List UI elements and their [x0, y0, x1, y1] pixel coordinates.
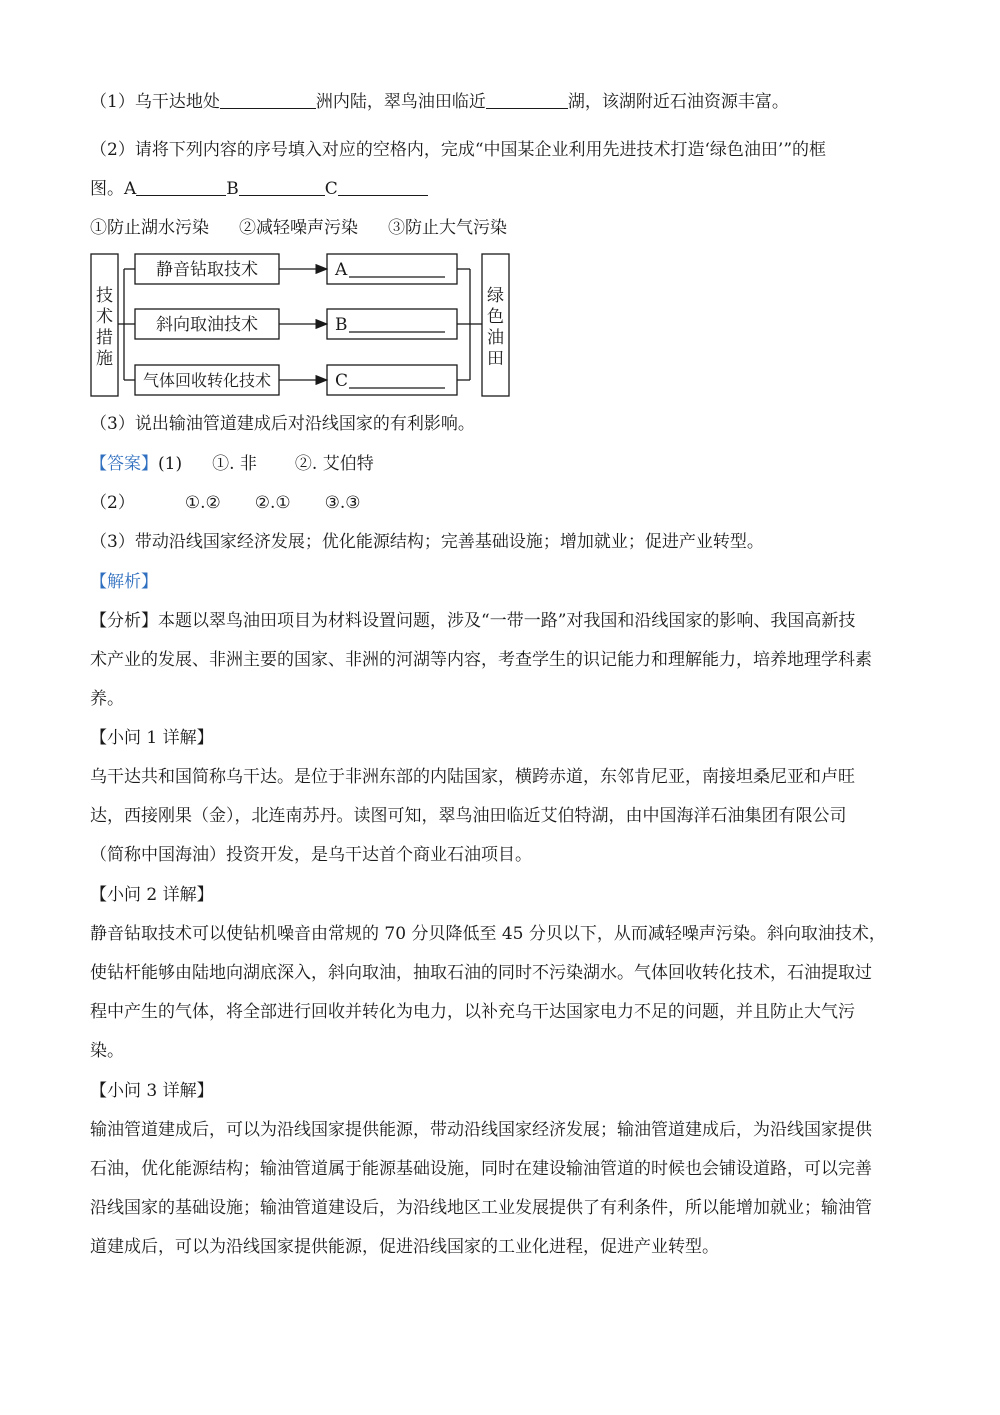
option-2: ②减轻噪声污染 [239, 218, 358, 238]
option-3: ③防止大气污染 [388, 218, 507, 238]
subquestion-2-text: 静音钻取技术可以使钻机噪音由常规的 70 分贝降低至 45 分贝以下，从而减轻噪声污染。斜向取油技术， [90, 924, 886, 944]
left-label-char: 技 [96, 286, 113, 306]
left-label-char: 施 [96, 349, 113, 369]
answer-2-index-3: ③ [324, 493, 340, 513]
subquestion-3-title: 【小问 3 详解】 [90, 1081, 214, 1101]
right-label-char: 油 [487, 328, 504, 348]
q2-label-a: A [124, 179, 137, 199]
q2-label-c: C [324, 179, 338, 199]
answer-1-value-1: . 非 [229, 454, 257, 474]
option-1: ①防止湖水污染 [90, 218, 209, 238]
subquestion-3-text: 道建成后，可以为沿线国家提供能源，促进沿线国家的工业化进程，促进产业转型。 [90, 1237, 719, 1257]
output-b-label: B [335, 315, 348, 335]
output-c-label: C [335, 371, 349, 391]
output-a-label: A [335, 260, 348, 280]
question-3: （3）说出输油管道建成后对沿线国家的有利影响。 [90, 414, 475, 434]
analysis-tag: 【解析】 [90, 572, 158, 592]
analysis-paragraph: 养。 [90, 689, 124, 709]
answer-line-3: （3）带动沿线国家经济发展；优化能源结构；完善基础设施；增加就业；促进产业转型。 [90, 532, 764, 552]
answer-2-index-1: ① [184, 493, 201, 513]
answer-2-value-3: .③ [339, 493, 361, 513]
right-label-char: 绿 [487, 286, 504, 306]
question-2-line-1: （2）请将下列内容的序号填入对应的空格内，完成“中国某企业利用先进技术打造‘绿色油田’”的框 [90, 140, 827, 160]
left-label-char: 术 [96, 307, 113, 327]
answer-2-value-2: .① [269, 493, 291, 513]
q1-text-1: （1）乌干达地处 [90, 92, 220, 112]
subquestion-2-text: 程中产生的气体，将全部进行回收并转化为电力，以补充乌干达国家电力不足的问题，并且防止大气污 [90, 1002, 855, 1022]
answer-1-index-1: ① [212, 454, 230, 474]
subquestion-1-text: （简称中国海油）投资开发，是乌干达首个商业石油项目。 [90, 845, 532, 865]
q2-label-b: B [226, 179, 239, 199]
subquestion-2-title: 【小问 2 详解】 [90, 885, 214, 905]
analysis-paragraph: 术产业的发展、非洲主要的国家、非洲的河湖等内容，考查学生的识记能力和理解能力，培养地理学科素 [90, 650, 872, 670]
subquestion-3-text: 输油管道建成后，可以为沿线国家提供能源，带动沿线国家经济发展；输油管道建成后，为沿线国家提供 [90, 1120, 872, 1140]
answer-1-num: (1) [158, 454, 183, 474]
right-label-char: 色 [487, 307, 504, 327]
q2-line2-text: 图。 [90, 179, 124, 199]
answer-tag: 【答案】 [90, 454, 158, 474]
answer-1-index-2: ② [294, 454, 312, 474]
tech-1-label: 静音钻取技术 [156, 260, 258, 280]
q1-text-3: 湖，该湖附近石油资源丰富。 [567, 92, 789, 112]
subquestion-2-text: 染。 [90, 1041, 124, 1061]
answer-2-value-1: .② [200, 493, 221, 513]
analysis-paragraph: 【分析】本题以翠鸟油田项目为材料设置问题，涉及“一带一路”对我国和沿线国家的影响、我国高新技 [90, 611, 856, 631]
q1-text-2: 洲内陆，翠鸟油田临近 [315, 92, 486, 112]
answer-line-2 [90, 491, 361, 515]
subquestion-3-text: 沿线国家的基础设施；输油管道建设后，为沿线地区工业发展提供了有利条件，所以能增加就业；输油管 [90, 1198, 872, 1218]
answer-2-index-2: ② [254, 493, 270, 513]
subquestion-1-text: 达，西接刚果（金），北连南苏丹。读图可知，翠鸟油田临近艾伯特湖，由中国海洋石油集团有限公司 [90, 806, 847, 826]
subquestion-1-title: 【小问 1 详解】 [90, 728, 214, 748]
subquestion-2-text: 使钻杆能够由陆地向湖底深入，斜向取油，抽取石油的同时不污染湖水。气体回收转化技术，石油提取过 [90, 963, 872, 983]
answer-1-value-2: . 艾伯特 [311, 454, 374, 474]
left-label-char: 措 [96, 328, 113, 348]
tech-2-label: 斜向取油技术 [156, 315, 258, 335]
subquestion-3-text: 石油，优化能源结构；输油管道属于能源基础设施，同时在建设输油管道的时候也会铺设道路，可以完善 [90, 1159, 872, 1179]
tech-3-label: 气体回收转化技术 [142, 371, 272, 390]
answer-line-1 [90, 452, 374, 476]
right-label-char: 田 [487, 349, 504, 369]
subquestion-1-text: 乌干达共和国简称乌干达。是位于非洲东部的内陆国家，横跨赤道，东邻肯尼亚，南接坦桑尼亚和卢旺 [90, 767, 855, 787]
answer-2-num: （2） [90, 493, 135, 513]
